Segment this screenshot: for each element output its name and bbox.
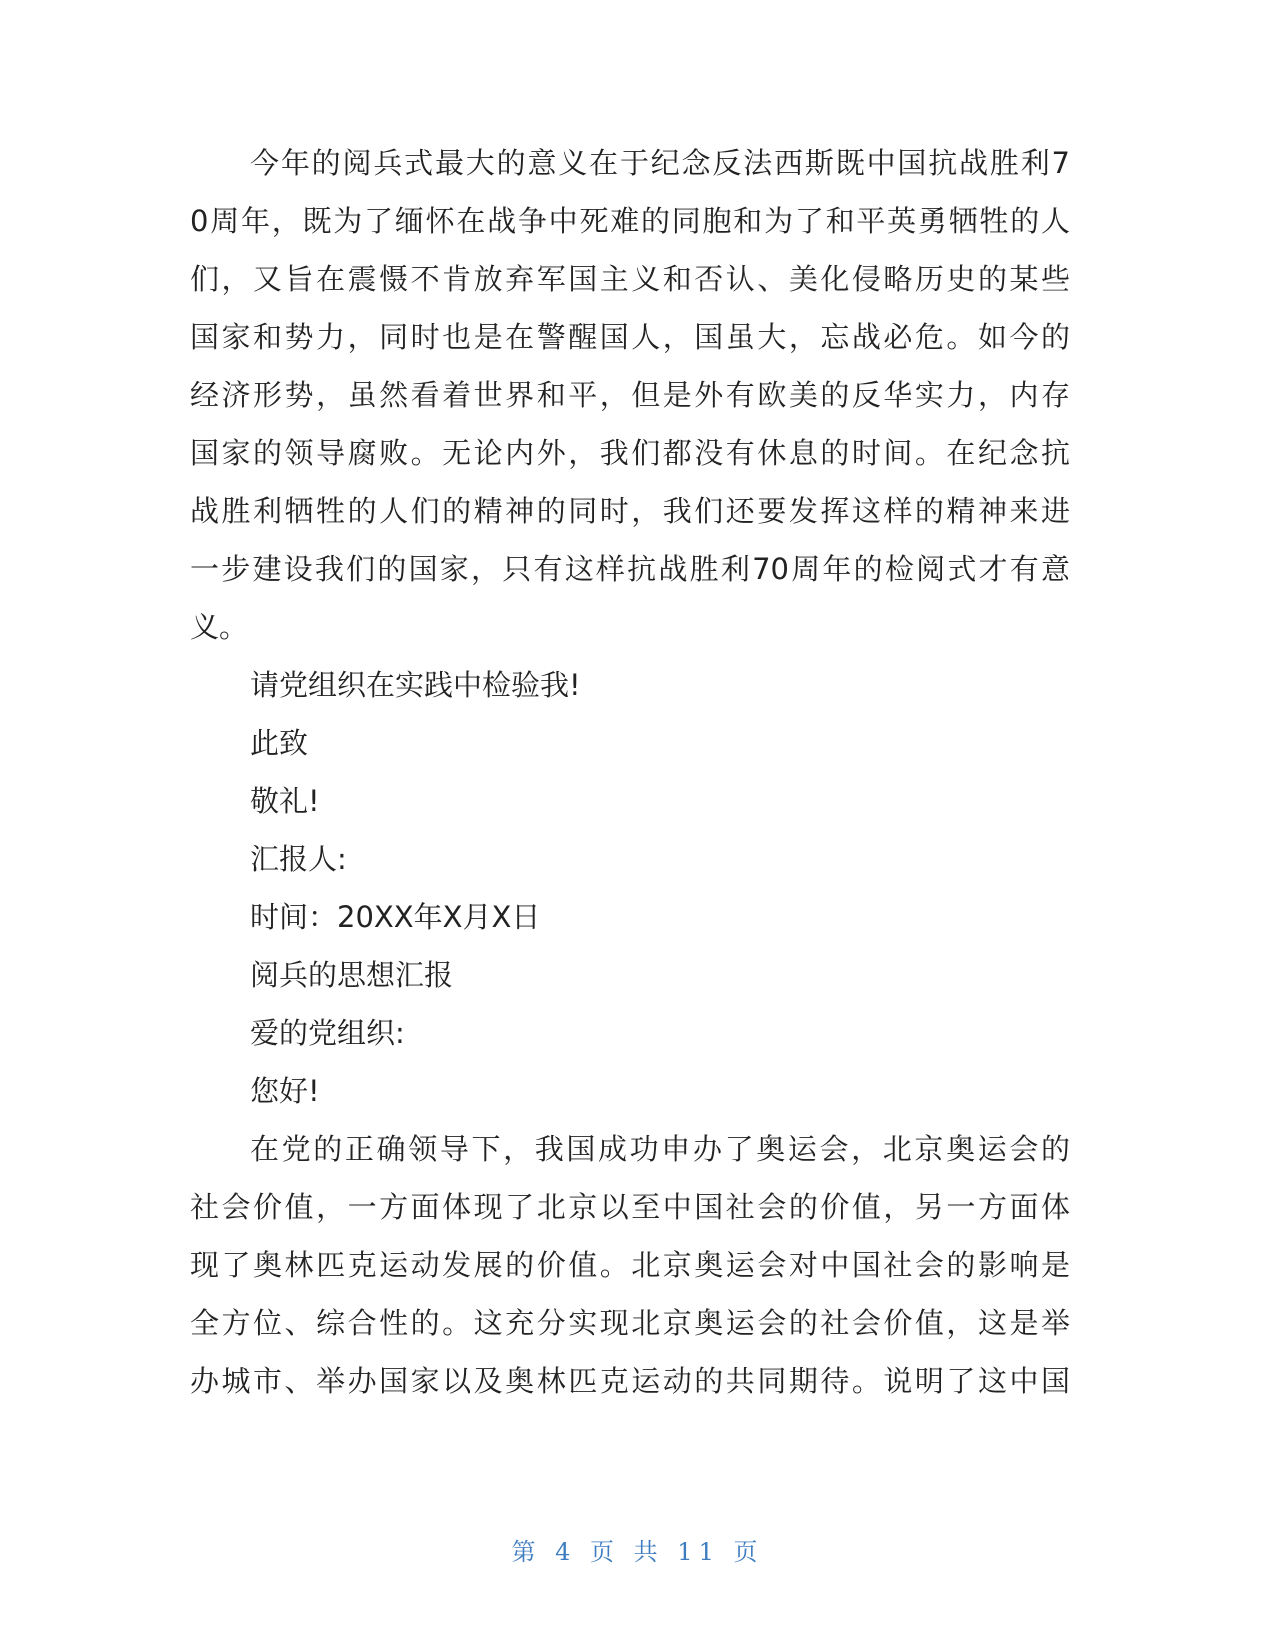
request-line: 请党组织在实践中检验我! — [250, 668, 581, 702]
paragraph-line: 在党的正确领导下，我国成功申办了奥运会，北京奥运会的 — [250, 1132, 1070, 1166]
greeting-line: 您好! — [250, 1074, 320, 1108]
date-line: 时间：20XX年X月X日 — [250, 900, 541, 934]
paragraph-line: 经济形势，虽然看着世界和平，但是外有欧美的反华实力，内存 — [190, 378, 1070, 412]
paragraph-line: 一步建设我们的国家，只有这样抗战胜利70周年的检阅式才有意 — [190, 552, 1070, 586]
section-title: 阅兵的思想汇报 — [250, 958, 454, 992]
paragraph-line: 国家的领导腐败。无论内外，我们都没有休息的时间。在纪念抗 — [190, 436, 1070, 470]
paragraph-line: 办城市、举办国家以及奥林匹克运动的共同期待。说明了这中国 — [190, 1364, 1070, 1398]
paragraph-line: 国家和势力，同时也是在警醒国人，国虽大，忘战必危。如今的 — [190, 320, 1070, 354]
greeting-line: 爱的党组织: — [250, 1016, 405, 1050]
paragraph-line: 今年的阅兵式最大的意义在于纪念反法西斯既中国抗战胜利7 — [250, 146, 1070, 180]
salutation-line: 此致 — [250, 726, 309, 760]
paragraph-line: 0周年，既为了缅怀在战争中死难的同胞和为了和平英勇牺牲的人 — [190, 204, 1070, 238]
paragraph-line: 战胜利牺牲的人们的精神的同时，我们还要发挥这样的精神来进 — [190, 494, 1070, 528]
paragraph-line: 们，又旨在震慑不肯放弃军国主义和否认、美化侵略历史的某些 — [190, 262, 1070, 296]
paragraph-line: 社会价值，一方面体现了北京以至中国社会的价值，另一方面体 — [190, 1190, 1070, 1224]
reporter-line: 汇报人: — [250, 842, 347, 876]
paragraph-line: 全方位、综合性的。这充分实现北京奥运会的社会价值，这是举 — [190, 1306, 1070, 1340]
salutation-line: 敬礼! — [250, 784, 320, 818]
paragraph-line: 义。 — [190, 610, 249, 644]
paragraph-line: 现了奥林匹克运动发展的价值。北京奥运会对中国社会的影响是 — [190, 1248, 1070, 1282]
page-footer: 第 4 页 共 11 页 — [511, 1538, 764, 1566]
